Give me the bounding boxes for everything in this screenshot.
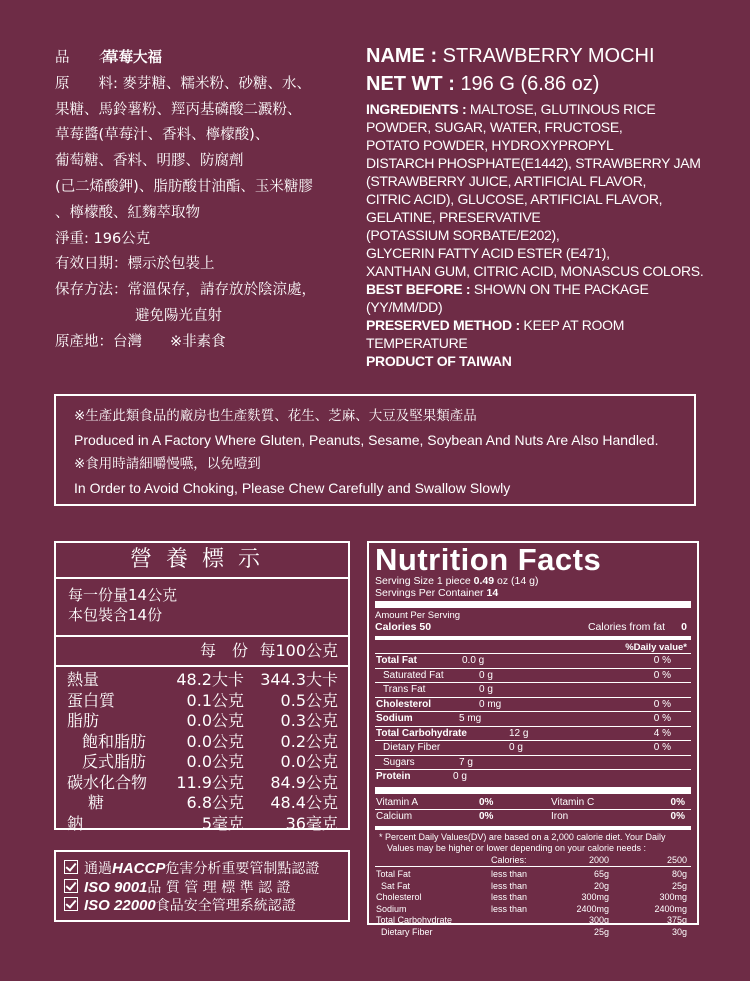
checkbox-checked-icon [64,860,78,874]
nutrient-daily-value: 0 % [653,742,671,753]
nutrient-label: Sugars [383,756,415,768]
zh-nutrient-name: 熱量 [67,670,100,689]
net-weight-en: 196 G (6.86 oz) [460,73,600,95]
vitamin-a-label: Calcium [376,811,413,822]
nutrient-amount: 0 g [453,771,467,782]
zh-serving-size: 每一份量14公克 [68,586,178,604]
dv-ref-v2: 25g [671,880,687,891]
dv-ref-v1: 65g [593,869,609,880]
zh-nutrient-name: 蛋白質 [67,690,116,710]
checkbox-checked-icon [64,897,78,911]
product-name-zh: 草莓大福 [104,50,162,66]
zh-per-100g-value: 0.0公克 [280,752,338,771]
daily-value-reference-row [375,881,691,893]
allergen-en: Produced in A Factory Where Gluten, Peanuts, Sesame, Soybean And Nuts Are Also Handled. [74,432,659,448]
product-name-en: STRAWBERRY MOCHI [442,45,655,67]
footnote-2: Values may be higher or lower depending on your calorie needs : [387,842,646,853]
divider-medium [375,636,691,640]
zh-per-serving-value: 0.0公克 [186,711,244,730]
zh-nutrition-row [56,711,348,732]
amount-per-serving: Amount Per Serving [375,610,461,621]
preserved-label: PRESERVED METHOD : [366,317,520,333]
serving-size-unit: oz (14 g) [497,575,539,587]
vitamin-b-val: 0% [670,796,685,808]
nutrient-label: Protein [376,771,411,782]
vitamin-b-label: Iron [551,811,569,822]
zh-per-serving-value: 0.0公克 [186,752,244,771]
zh-servings-per-package: 本包裝含14份 [68,606,163,624]
zh-per-100g-value: 0.3公克 [280,711,338,730]
zh-nutrition-row [56,773,348,794]
allergen-notice [54,394,696,506]
best-before-format: (YY/MM/DD) [366,299,443,315]
zh-per-100g-value: 344.3大卡 [260,670,338,689]
ingredients-line-en: XANTHAN GUM, CITRIC ACID, MONASCUS COLORS. [366,263,704,279]
expiry-zh: 有效日期：標示於包裝上 [55,256,215,273]
calories-from-fat-value: 0 [681,620,687,633]
zh-nutrition-row [56,793,348,814]
vitamin-b-label: Vitamin C [551,796,595,808]
vitamin-a-val: 0% [479,796,494,808]
preserved-value: KEEP AT ROOM [523,317,625,333]
dv-ref-v1: 20g [593,880,609,891]
ingredients-line: 葡萄糖、香料、明膠、防腐劑 [55,153,244,170]
zh-nutrient-name: 糖 [88,793,105,812]
zh-per-serving-value: 0.0公克 [186,731,244,751]
dv-ref-lt: less than [491,903,528,914]
nutrient-label: Cholesterol [376,698,432,710]
dv-ref-v1: 2400mg [576,903,609,914]
zh-per-100g-value: 0.5公克 [280,690,338,710]
zh-per-serving-value: 48.2大卡 [176,670,244,689]
vitamin-b-val: 0% [670,811,685,822]
calories-2000: 2000 [588,854,609,865]
servings-per-container-label: Servings Per Container [375,586,484,599]
ingredients-label-en: INGREDIENTS : [366,101,467,117]
product-of: PRODUCT OF TAIWAN [366,353,512,369]
zh-per-serving-value: 0.1公克 [186,690,244,710]
dv-ref-v2: 375g [666,915,687,926]
best-before-value: SHOWN ON THE PACKAGE [473,281,649,297]
zh-product-info [55,46,355,356]
certifications [54,850,350,922]
nutrition-row [375,668,691,683]
choking-en: In Order to Avoid Choking, Please Chew Carefully and Swallow Slowly [74,480,511,496]
ingredients-key: 原 料: [55,75,118,92]
cert-iso22000: ISO 22000食品安全管理系統認證 [64,897,340,916]
nutrient-label: Trans Fat [383,684,426,695]
nutrition-row [375,740,691,755]
net-label: NET WT : [366,73,455,95]
zh-nutrient-name: 碳水化合物 [67,772,148,792]
non-veg-note: ※非素食 [170,333,226,350]
dv-ref-lt: less than [491,892,528,903]
nutrient-daily-value: 0 % [653,669,671,681]
dv-ref-label: Dietary Fiber [381,927,433,938]
calories-2500: 2500 [666,854,687,865]
zh-nutrition-table [54,541,350,833]
nutrient-daily-value: 0 % [653,698,671,710]
zh-nutrient-name: 飽和脂肪 [82,731,147,751]
en-product-info [366,42,726,370]
zh-nutrition-row [56,814,348,835]
calories-from-fat-label: Calories from fat [587,620,665,633]
dv-ref-v2: 30g [671,927,687,938]
dv-ref-v1: 300mg [581,892,609,903]
dv-ref-v2: 2400mg [654,903,687,914]
dv-ref-label: Total Fat [376,869,411,880]
serving-size-value: 0.49 [473,575,495,587]
zh-per-serving-value: 5毫克 [201,813,244,833]
zh-nutrition-row [56,670,348,691]
zh-col-per-100g: 每100公克 [259,641,338,660]
dv-ref-v2: 80g [671,869,687,880]
footnote: * Percent Daily Values(DV) are based on a 2,000 calorie diet. Your Daily [379,831,666,842]
storage-zh: 保存方法：常溫保存，請存放於陰涼處， [55,282,316,299]
storage-zh-2: 避免陽光直射 [135,307,222,324]
nutrient-daily-value: 0 % [653,655,671,666]
ingredients-line: 草莓醬(草莓汁、香料、檸檬酸)、 [55,127,270,144]
vitamin-a-val: 0% [479,811,494,822]
ingredients-line: 麥芽糖、糯米粉、砂糖、水、 [122,75,311,92]
nutrient-label: Dietary Fiber [383,742,441,753]
name-key: 品 名: [55,50,118,66]
nutrient-label: Sodium [376,713,413,724]
zh-col-per-serving: 每 份 [199,641,248,660]
net-weight-zh: 淨重: 196公克 [55,230,151,247]
checkbox-checked-icon [64,879,78,893]
nutrient-label: Saturated Fat [383,669,444,681]
nutrition-row [375,653,691,668]
ingredients-line-en: MALTOSE, GLUTINOUS RICE [469,101,656,117]
nutrition-row [375,755,691,770]
nutrition-row [375,726,691,741]
zh-nutrition-row [56,752,348,773]
ingredients-line-en: GLYCERIN FATTY ACID ESTER (E471), [366,245,610,261]
daily-value-reference-row [375,904,691,916]
daily-value-reference-row [375,927,691,939]
divider-medium [375,826,691,830]
ingredients-line-en: CITRIC ACID), GLUCOSE, ARTIFICIAL FLAVOR, [366,191,663,207]
choking-zh: ※食用時請細嚼慢嚥，以免噎到 [74,456,261,472]
nutrition-row [375,769,691,784]
divider-thick [375,787,691,794]
dv-ref-label: Sodium [376,903,407,914]
ingredients-line: (己二烯酸鉀)、脂肪酸甘油酯、玉米糖膠 [55,178,313,195]
vitamin-row [375,809,691,824]
ingredients-line-en: (POTASSIUM SORBATE/E202), [366,227,560,243]
preserved-value-2: TEMPERATURE [366,335,468,351]
cert-haccp: 通過HACCP危害分析重要管制點認證 [64,860,340,879]
zh-per-serving-value: 11.9公克 [176,772,244,792]
nutrient-label: Total Carbohydrate [376,727,467,739]
nutrition-row [375,711,691,726]
zh-per-100g-value: 36毫克 [285,813,338,833]
nutrient-amount: 7 g [459,756,473,768]
dv-ref-label: Sat Fat [381,880,411,891]
nutrient-amount: 0.0 g [462,655,485,666]
zh-nutrient-name: 鈉 [67,813,84,833]
name-label: NAME : [366,45,438,67]
best-before-label: BEST BEFORE : [366,281,471,297]
zh-nutrition-row [56,732,348,753]
nutrient-amount: 5 mg [459,713,482,724]
zh-nutrient-name: 反式脂肪 [82,752,147,771]
dv-ref-v2: 300mg [659,892,687,903]
ingredients-line-en: POTATO POWDER, HYDROXYPROPYL [366,137,614,153]
nutrition-facts-title: Nutrition Facts [375,542,602,577]
calories-label: Calories: [491,854,527,865]
allergen-zh: ※生產此類食品的廠房也生產麩質、花生、芝麻、大豆及堅果類產品 [74,408,477,424]
daily-value-reference-row [375,892,691,904]
dv-ref-v1: 300g [588,915,609,926]
zh-nutrition-title: 營養標示 [56,543,348,579]
ingredients-line-en: GELATINE, PRESERVATIVE [366,209,541,225]
daily-value-reference-row [375,869,691,881]
calories: Calories 50 [375,620,432,633]
nutrition-facts-panel [367,541,699,938]
nutrient-label: Total Fat [376,655,417,666]
nutrient-amount: 0 mg [479,698,502,710]
ingredients-line: 、檸檬酸、紅麴萃取物 [55,204,200,221]
nutrient-amount: 0 g [479,684,493,695]
ingredients-line-en: DISTARCH PHOSPHATE(E1442), STRAWBERRY JAM [366,155,701,171]
serving-size-label: Serving Size 1 piece [375,575,471,587]
zh-per-100g-value: 0.2公克 [280,731,338,751]
nutrition-row [375,682,691,697]
dv-ref-label: Total Carbohydrate [376,915,453,926]
nutrition-row [375,697,691,712]
daily-value-header: %Daily value* [625,641,687,653]
ingredients-line-en: POWDER, SUGAR, WATER, FRUCTOSE, [366,119,623,135]
nutrient-amount: 12 g [509,727,529,739]
dv-ref-label: Cholesterol [376,892,422,903]
daily-value-reference-row [375,915,691,927]
zh-nutrition-row [56,691,348,712]
divider-thick [375,601,691,608]
vitamin-a-label: Vitamin A [376,796,419,808]
cert-iso9001: ISO 9001品 質 管 理 標 準 認 證 [64,879,340,898]
zh-per-100g-value: 84.9公克 [270,772,338,792]
ingredients-line: 果糖、馬鈴薯粉、羥丙基磷酸二澱粉、 [55,101,302,118]
zh-per-100g-value: 48.4公克 [270,793,338,812]
nutrient-daily-value: 0 % [653,713,671,724]
nutrient-daily-value: 4 % [653,727,671,739]
servings-per-container-value: 14 [486,586,499,599]
dv-ref-v1: 25g [593,927,609,938]
dv-ref-lt: less than [491,880,528,891]
ingredients-line-en: (STRAWBERRY JUICE, ARTIFICIAL FLAVOR, [366,173,647,189]
origin-zh: 原產地：台灣 [55,333,142,350]
zh-nutrient-name: 脂肪 [67,711,100,730]
vitamin-row [375,796,691,810]
dv-ref-lt: less than [491,869,528,880]
nutrient-amount: 0 g [509,742,523,753]
nutrient-amount: 0 g [479,669,493,681]
zh-per-serving-value: 6.8公克 [186,793,244,812]
